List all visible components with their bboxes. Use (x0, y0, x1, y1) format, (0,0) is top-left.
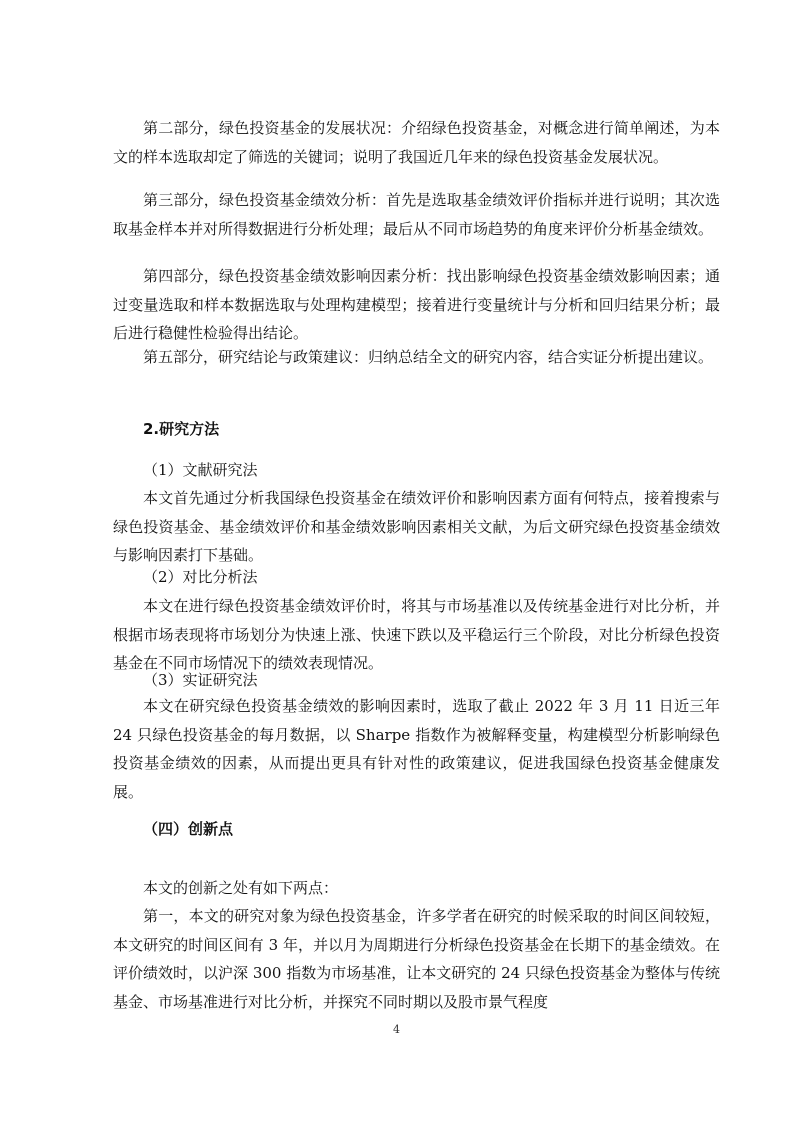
paragraph-part5: 第五部分，研究结论与政策建议：归纳总结全文的研究内容，结合实证分析提出建议。 (143, 348, 714, 366)
paragraph-innovation-intro: 本文的创新之处有如下两点： (143, 879, 339, 897)
paragraph-part4: 第四部分，绿色投资基金绩效影响因素分析：找出影响绿色投资基金绩效影响因素；通过变量选取和样本数据选取与处理构建模型；接着进行变量统计与分析和回归结果分析；最后进行稳健性检验得出结论。 (113, 267, 720, 343)
section-heading-innovation: （四）创新点 (143, 820, 234, 838)
subheading-empirical: （3）实证研究法 (143, 671, 258, 689)
paragraph-part3: 第三部分，绿色投资基金绩效分析：首先是选取基金绩效评价指标并进行说明；其次选取基金样本并对所得数据进行分析处理；最后从不同市场趋势的角度来评价分析基金绩效。 (113, 191, 720, 238)
paragraph-method1: 本文首先通过分析我国绿色投资基金在绩效评价和影响因素方面有何特点，接着搜索与绿色投资基金、基金绩效评价和基金绩效影响因素相关文献，为后文研究绿色投资基金绩效与影响因素打下基础。 (113, 489, 720, 565)
paragraph-method2: 本文在进行绿色投资基金绩效评价时，将其与市场基准以及传统基金进行对比分析，并根据市场表现将市场划分为快速上涨、快速下跌以及平稳运行三个阶段，对比分析绿色投资基金在不同市场情况下的绩效表现情况。 (113, 597, 720, 673)
subheading-comparison: （2）对比分析法 (143, 568, 258, 586)
paragraph-method3: 本文在研究绿色投资基金绩效的影响因素时，选取了截止 2022 年 3 月 11 日近三年 24 只绿色投资基金的每月数据，以 Sharpe 指数作为被解释变量，构建模型分析影响绿色投资基金绩效的因素，从而提出更具有针对性的政策建议，促进我国绿色投资基金健康发展。 (113, 697, 720, 801)
paragraph-part2: 第二部分，绿色投资基金的发展状况：介绍绿色投资基金，对概念进行简单阐述，为本文的样本选取却定了筛选的关键词；说明了我国近几年来的绿色投资基金发展状况。 (113, 119, 720, 166)
paragraph-innovation1: 第一，本文的研究对象为绿色投资基金，许多学者在研究的时候采取的时间区间较短，本文研究的时间区间有 3 年，并以月为周期进行分析绿色投资基金在长期下的基金绩效。在评价绩效时，以沪深 300 指数为市场基准，让本文研究的 24 只绿色投资基金为整体与传统基金、市场基准进行对比分析，并探究不同时期以及股市景气程度 (113, 907, 720, 1011)
section-heading-methods: 2.研究方法 (143, 420, 220, 438)
subheading-literature: （1）文献研究法 (143, 461, 258, 479)
page-number: 4 (393, 1023, 400, 1036)
